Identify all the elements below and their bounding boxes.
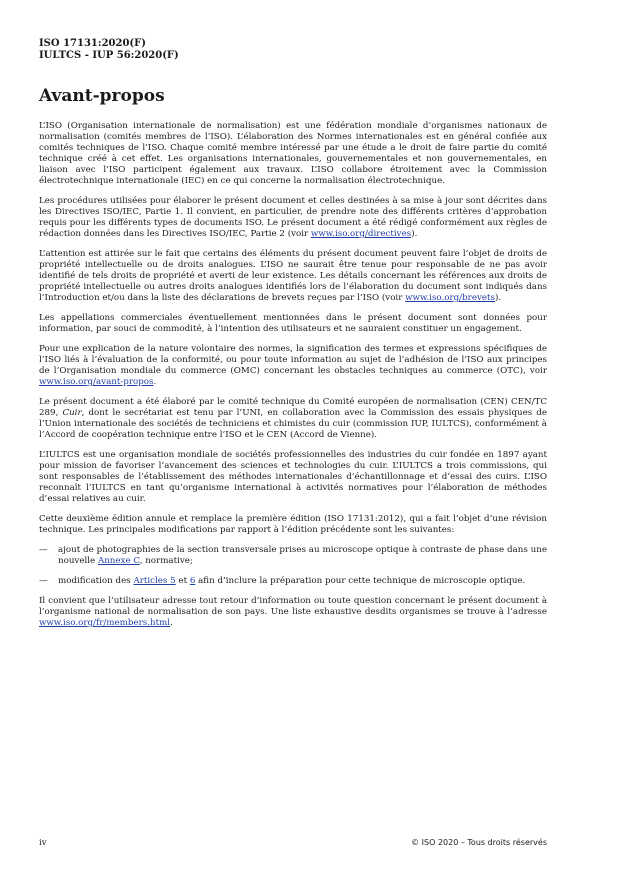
link-annexe-c[interactable]: Annexe C	[97, 556, 140, 566]
paragraph-voluntary-nature	[39, 344, 547, 388]
paragraph-iultcs: L’IULTCS est une organisation mondiale de sociétés professionnelles des industries du cuir fondée en 1897 ayant pour mission de favoriser l’avancement des sciences et technologies du cuir. L’IULTCS a trois commissions, qui sont responsables de l’établissement des méthodes internationales d’échantillonnage et d’essai des cuirs. L’ISO reconnaît l’IULTCS en tant qu’organisme international à activités normatives pour l’élaboration de méthodes d’essai relatives au cuir.	[39, 450, 547, 504]
list-item-tail: afin d’inclure la préparation pour cette technique de microscopie optique.	[195, 576, 526, 586]
paragraph-patents	[39, 249, 547, 304]
link-members[interactable]: www.iso.org/fr/members.html	[39, 618, 171, 628]
list-dash: —	[39, 576, 48, 586]
link-article-6[interactable]: 6	[189, 576, 196, 586]
header-iso-reference: ISO 17131:2020(F)	[39, 38, 146, 49]
paragraph-tail: ).	[411, 229, 418, 239]
paragraph-text: Les procédures utilisées pour élaborer le présent document et celles destinées à sa mise à jour sont décrites dans les Directives ISO/IEC, Partie 1. Il convient, en particulier, de prendre note des différents critères d’approbation requis pour les différents types de documents ISO. Le présent document a été rédigé conformément aux règles de rédaction données dans les Directives ISO/IEC, Partie 2 (voir	[39, 196, 547, 239]
link-avant-propos[interactable]: www.iso.org/avant-propos	[39, 377, 154, 387]
list-item-tail: , normative;	[139, 556, 193, 566]
paragraph-iso-intro: L’ISO (Organisation internationale de normalisation) est une fédération mondiale d’organismes nationaux de normalisation (comités membres de l’ISO). L’élaboration des Normes internationales est en général confiée aux comités techniques de l’ISO. Chaque comité membre intéressé par une étude a le droit de faire partie du comité technique créé à cet effet. Les organisations internationales, gouvernementales et non gouvernementales, en liaison avec l’ISO participent également aux travaux. L’ISO collabore étroitement avec la Commission électrotechnique internationale (IEC) en ce qui concerne la normalisation électrotechnique.	[39, 121, 547, 186]
foreword-body	[39, 121, 547, 638]
paragraph-procedures	[39, 196, 547, 240]
link-article-5[interactable]: Articles 5	[133, 576, 176, 586]
paragraph-committee	[39, 397, 547, 441]
list-item	[39, 576, 547, 587]
list-item-text: modification des	[58, 576, 134, 586]
list-item	[39, 545, 547, 567]
document-header	[39, 38, 179, 62]
page-title: Avant-propos	[39, 86, 165, 106]
copyright-notice: © ISO 2020 – Tous droits réservés	[411, 838, 547, 847]
link-brevets[interactable]: www.iso.org/brevets	[405, 293, 495, 303]
committee-title: Cuir	[62, 408, 82, 418]
list-item-mid: et	[175, 576, 190, 586]
list-item-text: ajout de photographies de la section transversale prises au microscope optique à contraste de phase dans une nouvelle	[58, 545, 547, 566]
paragraph-tail: .	[153, 377, 157, 387]
paragraph-text: Il convient que l’utilisateur adresse tout retour d’information ou toute question concernant le présent document à l’organisme national de normalisation de son pays. Une liste exhaustive desdits organismes se trouve à l’adresse	[39, 596, 547, 617]
paragraph-tail: , dont le secrétariat est tenu par l’UNI, en collaboration avec la Commission des essais physiques de l’Union internationale des sociétés de techniciens et chimistes du cuir (commission IUP, IULTCS), conformément à l’Accord de coopération technique entre l’ISO et le CEN (Accord de Vienne).	[39, 408, 547, 440]
header-iultcs-reference: IULTCS - IUP 56:2020(F)	[39, 50, 179, 61]
paragraph-text: Le présent document a été élaboré par le comité technique du Comité européen de normalisation (CEN) CEN/TC 289,	[39, 397, 547, 418]
paragraph-feedback	[39, 596, 547, 629]
paragraph-edition: Cette deuxième édition annule et remplace la première édition (ISO 17131:2012), qui a fait l’objet d’une révision technique. Les principales modifications par rapport à l’édition précédente sont les suivantes:	[39, 514, 547, 535]
page-number: iv	[39, 838, 47, 848]
paragraph-trade-names: Les appellations commerciales éventuellement mentionnées dans le présent document sont données pour information, par souci de commodité, à l’intention des utilisateurs et ne sauraient constituer un engagement.	[39, 313, 547, 334]
link-directives[interactable]: www.iso.org/directives	[310, 229, 412, 239]
paragraph-text: L’attention est attirée sur le fait que certains des éléments du présent document peuvent faire l’objet de droits de propriété intellectuelle ou de droits analogues. L’ISO ne saurait être tenue pour responsable de ne pas avoir identifié de tels droits de propriété et averti de leur existence. Les détails concernant les références aux droits de propriété intellectuelle ou autres droits analogues identifiés lors de l’élaboration du document sont indiqués dans l’Introduction et/ou dans la liste des déclarations de brevets reçues par l’ISO (voir	[39, 249, 547, 303]
paragraph-tail: ).	[494, 293, 502, 303]
list-dash: —	[39, 545, 48, 555]
paragraph-tail: .	[170, 618, 173, 628]
paragraph-text: Pour une explication de la nature volontaire des normes, la signification des termes et expressions spécifiques de l’ISO liés à l’évaluation de la conformité, ou pour toute information au sujet de l’adhésion de l’ISO aux principes de l’Organisation mondiale du commerce (OMC) concernant les obstacles techniques au commerce (OTC), voir	[39, 344, 547, 376]
